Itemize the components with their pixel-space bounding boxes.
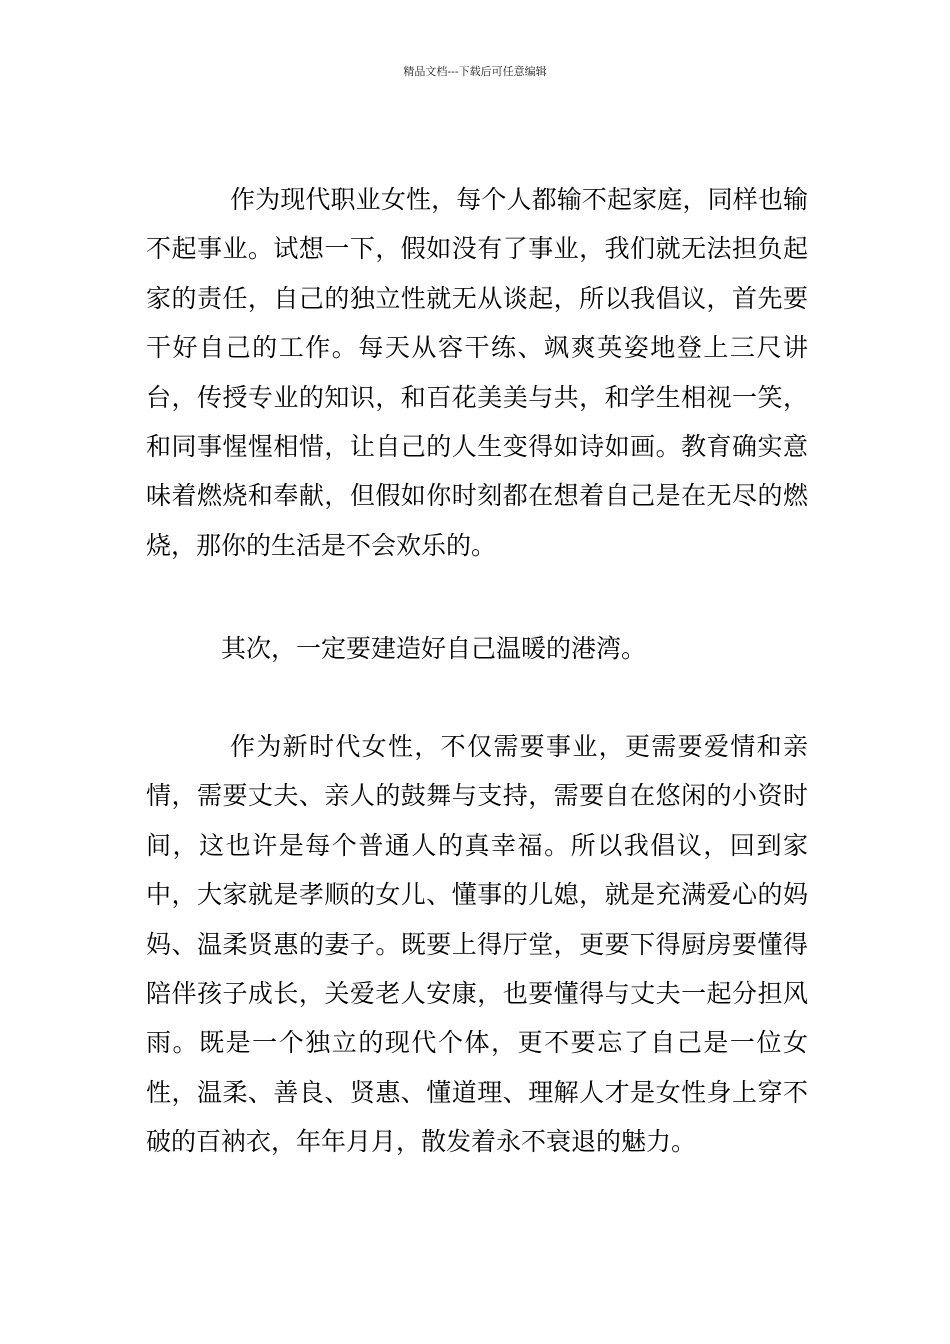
paragraph-harbor-heading: 其次，一定要建造好自己温暖的港湾。 <box>221 634 647 663</box>
paragraph-career: 作为现代职业女性，每个人都输不起家庭，同样也输不起事业。试想一下，假如没有了事业，我们就无法担负起家的责任，自己的独立性就无从谈起，所以我倡议，首先要干好自己的工作。每天从容干练、飒爽英姿地登上三尺讲台，传授专业的知识，和百花美美与共，和学生相视一笑，和同事惺惺相惜，让自己的人生变得如诗如画。教育确实意味着燃烧和奉献，但假如你时刻都在想着自己是在无尽的燃烧，那你的生活是不会欢乐的。 <box>146 185 808 560</box>
page-header: 精品文档---下载后可任意编辑 <box>403 65 547 78</box>
paragraph-family: 作为新时代女性，不仅需要事业，更需要爱情和亲情，需要丈夫、亲人的鼓舞与支持，需要自在悠闲的小资时间，这也许是每个普通人的真幸福。所以我倡议，回到家中，大家就是孝顺的女儿、懂事的儿媳，就是充满爱心的妈妈、温柔贤惠的妻子。既要上得厅堂，更要下得厨房要懂得陪伴孩子成长，关爱老人安康，也要懂得与丈夫一起分担风雨。既是一个独立的现代个体，更不要忘了自己是一位女性，温柔、善良、贤惠、懂道理、理解人才是女性身上穿不破的百衲衣，年年月月，散发着永不衰退的魅力。 <box>146 732 808 1157</box>
